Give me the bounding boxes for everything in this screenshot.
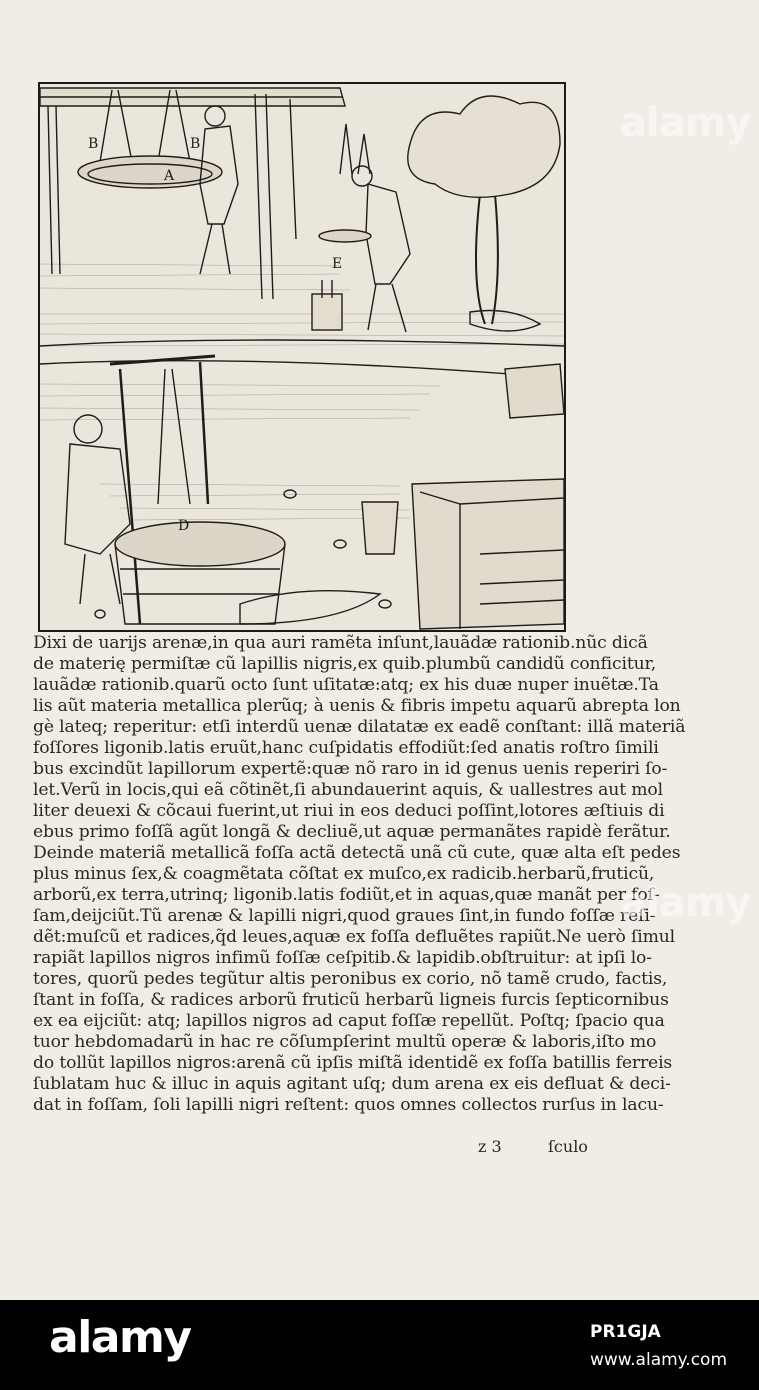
image-id: PR1GJA (590, 1322, 661, 1342)
text-line: de materię permiſtæ cũ lapillis nigris,ex quib.plumbũ candidũ conficitur, (33, 654, 657, 674)
figure-label-b-right: B (190, 136, 201, 152)
text-line: arborũ,ex terra,utrinq; ligonib.latis fodiũt,et in aquas,quæ manãt per foſ- (33, 885, 660, 905)
watermark: alamy (620, 880, 751, 926)
text-line: ebus primo foſſã agũt longã & decliuẽ,ut aquæ permanãtes rapidè ferãtur. (33, 822, 671, 842)
text-line: lis aũt materia metallica plerũq; à uenis & fibris impetu aquarũ abrepta lon (33, 696, 681, 716)
text-line: ſtant in foſſa, & radices arborũ fruticũ herbarũ ligneis furcis ſepticornibus (33, 990, 669, 1010)
woodcut-drawing (40, 84, 564, 630)
figure-label-b-left: B (88, 136, 99, 152)
text-line: gè lateq; reperitur: etſi interdũ uenæ dilatatæ ex eadẽ conſtant: illã materiã (33, 717, 686, 737)
text-line: foſſores ligonib.latis eruũt,hanc cuſpidatis effodiũt:ſed anatis roſtro ſimili (33, 738, 659, 758)
signature-mark: z 3 (478, 1137, 502, 1156)
text-line: bus excindũt lapillorum expertẽ:quæ nõ raro in id genus uenis reperiri ſo- (33, 759, 668, 779)
catchword: ſculo (548, 1137, 588, 1156)
text-line: plus minus ſex,& coagmẽtata cõſtat ex muſco,ex radicib.herbarũ,fruticũ, (33, 864, 655, 884)
text-line: dẽt:muſcũ et radices,q̃d leues,aquæ ex foſſa defluẽtes rapiũt.Ne uerò ſimul (33, 927, 676, 947)
figure-label-a: A (164, 168, 175, 184)
text-line: tores, quorũ pedes tegũtur altis peronibus ex corio, nõ tamẽ crudo, factis, (33, 969, 668, 989)
text-line: Deinde materiã metallicã foſſa actã detectã unã cũ cute, quæ alta eſt pedes (33, 843, 681, 863)
text-line: ex ea eijciũt: atq; lapillos nigros ad caput foſſæ repellũt. Poſtq; ſpacio qua (33, 1011, 665, 1031)
text-line: tuor hebdomadarũ in hac re cõſumpſerint multũ operæ & laboris,iſto mo (33, 1032, 657, 1052)
text-line: do tollũt lapillos nigros:arenã cũ ipſis miſtã identidẽ ex foſſa batillis ferreis (33, 1053, 673, 1073)
text-line: ſublatam huc & illuc in aquis agitant uſq; dum arena ex eis defluat & deci- (33, 1074, 671, 1094)
text-line: liter deuexi & cõcaui fuerint,ut riui in eos deduci poſſint,lotores æſtiuis di (33, 801, 665, 821)
text-line: rapiãt lapillos nigros infimũ foſſæ ceſpitib.& lapidib.obſtruitur: at ipſi lo- (33, 948, 652, 968)
alamy-logo: alamy (49, 1312, 191, 1363)
figure-label-e: E (332, 256, 343, 272)
banner-url: www.alamy.com (590, 1350, 728, 1370)
text-line: ſam,deijciũt.Tũ arenæ & lapilli nigri,quod graues ſint,in fundo foſſæ reſi- (33, 906, 656, 926)
watermark: alamy (620, 100, 751, 146)
text-line: dat in foſſam, ſoli lapilli nigri reſtent: quos omnes collectos rurſus in lacu- (33, 1095, 664, 1115)
text-line: Dixi de uarijs arenæ,in qua auri ramẽta inſunt,lauãdæ rationib.nũc dicã (33, 633, 648, 653)
text-line: lauãdæ rationib.quarũ octo ſunt uſitatæ:atq; ex his duæ nuper inuẽtæ.Ta (33, 675, 659, 695)
text-line: let.Verũ in locis,qui eã cõtinẽt,ſi abundauerint aquis, & uallestres aut mol (33, 780, 663, 800)
woodcut-illustration (38, 82, 566, 632)
svg-text:D: D (178, 518, 190, 534)
